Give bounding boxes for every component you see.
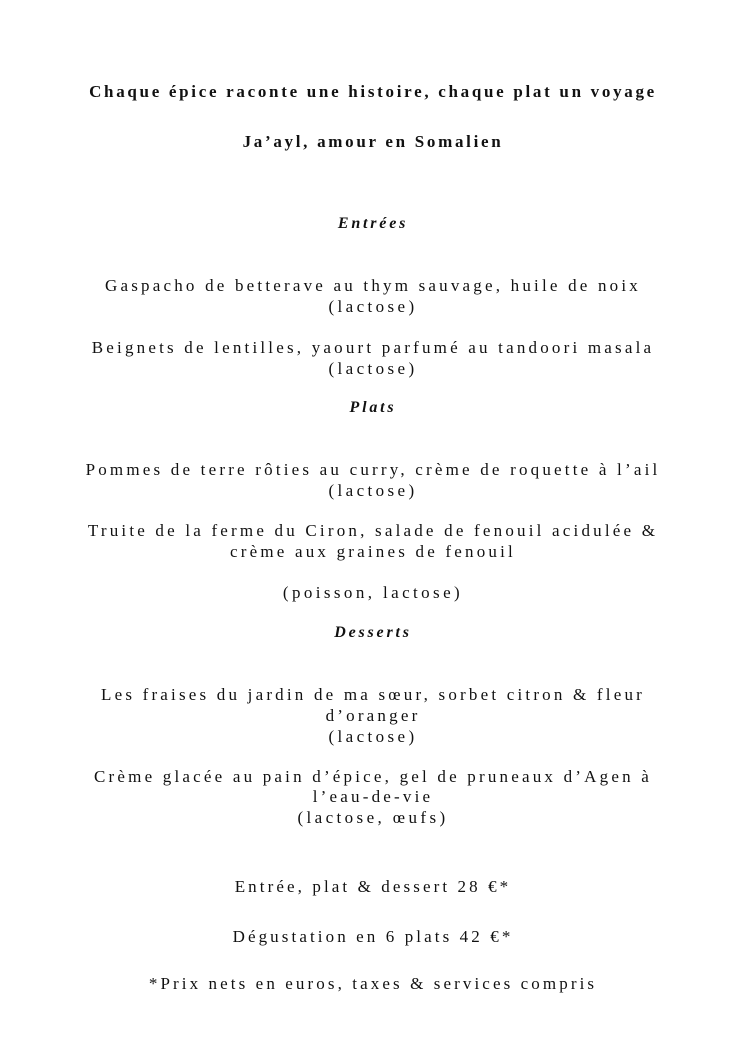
section-title-entrees: Entrées [337, 215, 409, 232]
dessert-1-name-line-2: d’oranger [325, 706, 421, 725]
section-title-plats: Plats [349, 399, 397, 416]
menu-subtitle: Ja’ayl, amour en Somalien [242, 132, 504, 151]
plat-2-allergens: (poisson, lactose) [282, 583, 464, 602]
price-formula: Entrée, plat & dessert 28 €* [234, 877, 512, 896]
menu-tagline: Chaque épice raconte une histoire, chaque plat un voyage [89, 82, 657, 101]
dessert-2-name-line-2: l’eau-de-vie [312, 787, 434, 806]
entree-1-allergens: (lactose) [328, 297, 418, 316]
section-title-desserts: Desserts [334, 624, 412, 641]
dessert-1-allergens: (lactose) [328, 727, 418, 746]
price-note: *Prix nets en euros, taxes & services compris [148, 974, 598, 993]
dessert-2-allergens: (lactose, œufs) [297, 808, 449, 827]
plat-2-name-line-2: crème aux graines de fenouil [230, 542, 516, 561]
dessert-1-name-line-1: Les fraises du jardin de ma sœur, sorbet citron & fleur [100, 685, 645, 704]
plat-1-name: Pommes de terre rôties au curry, crème de roquette à l’ail [85, 460, 661, 479]
entree-2-allergens: (lactose) [328, 359, 418, 378]
entree-2-name: Beignets de lentilles, yaourt parfumé au tandoori masala [91, 338, 655, 357]
dessert-2-name-line-1: Crème glacée au pain d’épice, gel de pruneaux d’Agen à [94, 767, 652, 786]
plat-1-allergens: (lactose) [328, 481, 418, 500]
entree-1-name: Gaspacho de betterave au thym sauvage, huile de noix [104, 276, 642, 295]
plat-2-name-line-1: Truite de la ferme du Ciron, salade de fenouil acidulée & [87, 521, 659, 540]
price-tasting: Dégustation en 6 plats 42 €* [232, 927, 514, 946]
